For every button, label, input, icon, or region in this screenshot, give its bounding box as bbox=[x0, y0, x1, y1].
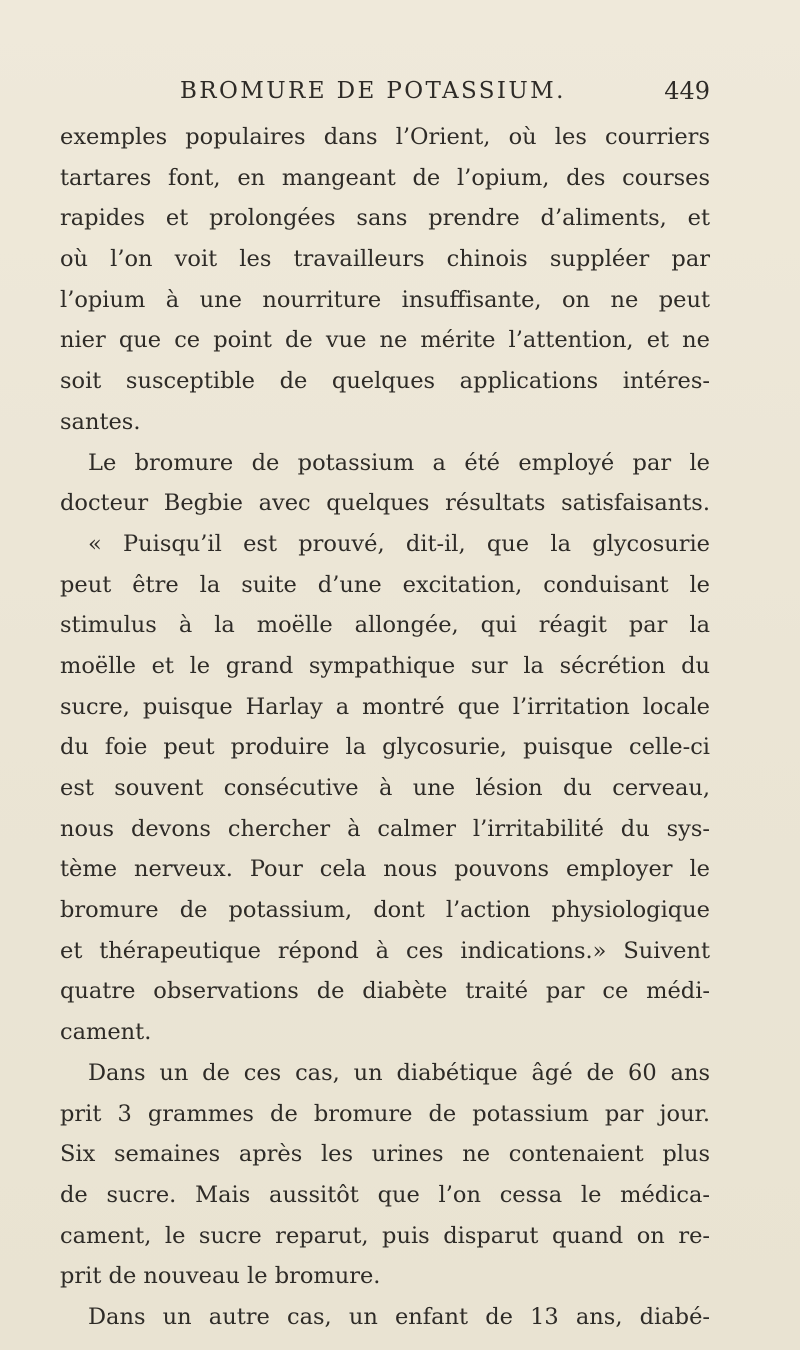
text-line: du foie peut produire la glycosurie, puisque celle-ci bbox=[60, 734, 710, 761]
paragraph-start-line: Le bromure de potassium a été employé par le bbox=[88, 449, 710, 476]
text-line: prit 3 grammes de bromure de potassium par jour. bbox=[60, 1100, 710, 1127]
text-line: « Puisqu’il est prouvé, dit-il, que la glycosurie bbox=[88, 530, 710, 557]
page-number: 449 bbox=[664, 77, 710, 105]
text-line: prit de nouveau le bromure. bbox=[60, 1263, 381, 1290]
text-line: soit susceptible de quelques applications intéres- bbox=[60, 368, 710, 395]
text-line: cament. bbox=[60, 1019, 152, 1046]
text-line: Six semaines après les urines ne contenaient plus bbox=[60, 1141, 710, 1168]
text-line: est souvent consécutive à une lésion du cerveau, bbox=[60, 775, 710, 801]
text-line: peut être la suite d’une excitation, conduisant le bbox=[60, 571, 710, 598]
text-line: nous devons chercher à calmer l’irritabilité du sys- bbox=[60, 815, 710, 842]
text-line: docteur Begbie avec quelques résultats satisfaisants. bbox=[60, 490, 710, 517]
running-head bbox=[180, 74, 710, 108]
body-text bbox=[60, 117, 710, 1338]
text-line: tème nerveux. Pour cela nous pouvons employer le bbox=[60, 856, 710, 883]
text-line: nier que ce point de vue ne mérite l’attention, et ne bbox=[60, 327, 710, 354]
text-line: où l’on voit les travailleurs chinois suppléer par bbox=[60, 246, 710, 273]
text-line: bromure de potassium, dont l’action physiologique bbox=[60, 897, 710, 924]
text-line: cament, le sucre reparut, puis disparut quand on re- bbox=[60, 1222, 710, 1249]
paragraph-start-line: Dans un de ces cas, un diabétique âgé de 60 ans bbox=[88, 1059, 710, 1086]
text-line: quatre observations de diabète traité par ce médi- bbox=[60, 978, 710, 1005]
text-line: et thérapeutique répond à ces indications.» Suivent bbox=[60, 937, 710, 964]
text-line: sucre, puisque Harlay a montré que l’irritation locale bbox=[60, 693, 710, 720]
text-line: exemples populaires dans l’Orient, où les courriers bbox=[60, 124, 710, 150]
text-line: tartares font, en mangeant de l’opium, des courses bbox=[60, 164, 710, 191]
paragraph-start-line: Dans un autre cas, un enfant de 13 ans, diabé- bbox=[88, 1303, 710, 1330]
text-line: de sucre. Mais aussitôt que l’on cessa le médica- bbox=[60, 1181, 710, 1208]
text-line: santes. bbox=[60, 408, 141, 435]
text-line: stimulus à la moëlle allongée, qui réagit par la bbox=[60, 612, 710, 639]
running-title: BROMURE DE POTASSIUM. bbox=[180, 78, 566, 104]
text-line: l’opium à une nourriture insuffisante, on ne peut bbox=[60, 286, 710, 313]
text-line: rapides et prolongées sans prendre d’aliments, et bbox=[60, 205, 710, 232]
text-line: moëlle et le grand sympathique sur la sécrétion du bbox=[60, 652, 710, 679]
